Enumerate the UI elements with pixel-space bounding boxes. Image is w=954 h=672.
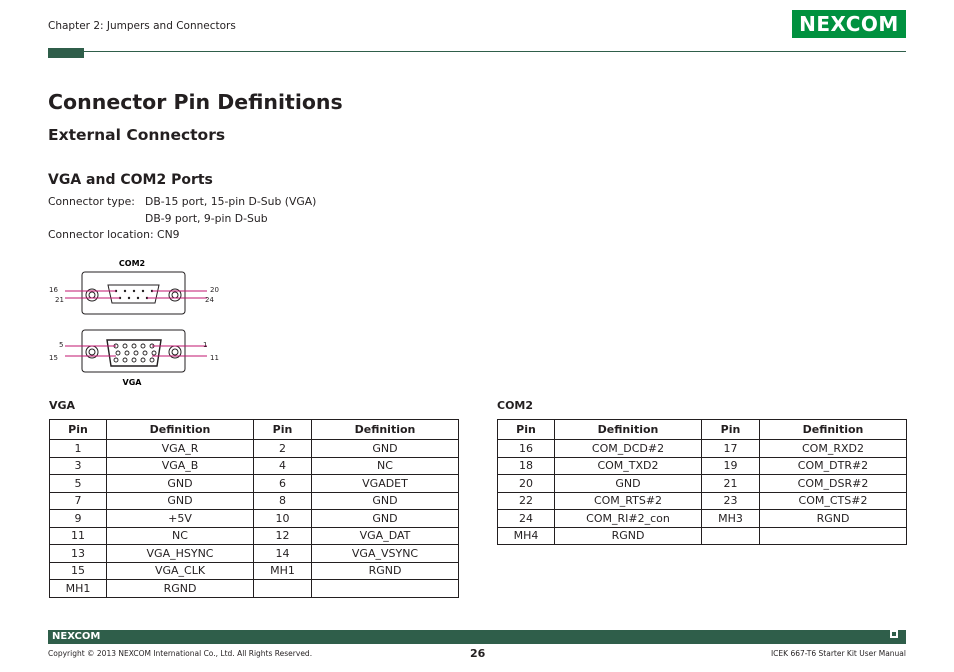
table-cell: GND <box>312 510 459 528</box>
column-header: Definition <box>107 420 254 440</box>
table-cell: 21 <box>702 475 760 493</box>
connector-location: Connector location: CN9 <box>48 228 180 241</box>
table-row <box>498 440 907 458</box>
column-header: Pin <box>254 420 312 440</box>
vga-table-caption: VGA <box>49 399 76 412</box>
table-cell: 17 <box>702 440 760 458</box>
table-cell: 14 <box>254 545 312 563</box>
connector-diagram <box>45 252 245 392</box>
table-cell: 11 <box>50 527 107 545</box>
header-rule <box>48 51 906 52</box>
table-cell: 12 <box>254 527 312 545</box>
com2-pin-table <box>497 419 907 545</box>
com2-pin-16: 16 <box>49 286 58 294</box>
table-cell: VGA_CLK <box>107 562 254 580</box>
table-row <box>50 457 459 475</box>
vga-pin-1: 1 <box>203 341 208 349</box>
table-cell: COM_RXD2 <box>760 440 907 458</box>
connector-type-value-1: DB-15 port, 15-pin D-Sub (VGA) <box>145 195 317 208</box>
table-cell: RGND <box>312 562 459 580</box>
vga-screw-left-inner <box>89 349 95 355</box>
table-row <box>50 562 459 580</box>
table-cell: 20 <box>498 475 555 493</box>
table-cell: RGND <box>760 510 907 528</box>
footer-logo: NEXCOM <box>52 631 101 642</box>
footer-bar <box>48 630 906 644</box>
table-cell: RGND <box>107 580 254 598</box>
table-cell: VGA_R <box>107 440 254 458</box>
table-cell: MH1 <box>50 580 107 598</box>
table-row <box>498 492 907 510</box>
table-cell: 2 <box>254 440 312 458</box>
table-cell: 1 <box>50 440 107 458</box>
table-cell: COM_DCD#2 <box>555 440 702 458</box>
table-row <box>50 580 459 598</box>
vga-screw-right-inner <box>172 349 178 355</box>
table-cell: GND <box>107 492 254 510</box>
table-cell: 16 <box>498 440 555 458</box>
manual-title: ICEK 667-T6 Starter Kit User Manual <box>770 649 906 658</box>
table-row <box>50 510 459 528</box>
table-cell: 8 <box>254 492 312 510</box>
vga-pins <box>114 344 156 362</box>
table-cell: RGND <box>555 527 702 545</box>
table-cell: COM_RTS#2 <box>555 492 702 510</box>
table-cell: VGA_VSYNC <box>312 545 459 563</box>
table-cell: 9 <box>50 510 107 528</box>
table-cell <box>702 527 760 545</box>
table-cell: COM_DTR#2 <box>760 457 907 475</box>
table-cell: GND <box>107 475 254 493</box>
table-cell: 22 <box>498 492 555 510</box>
table-cell: MH1 <box>254 562 312 580</box>
copyright-text: Copyright © 2013 NEXCOM International Co., Ltd. All Rights Reserved. <box>48 649 313 658</box>
subsection-title: VGA and COM2 Ports <box>48 172 213 188</box>
table-cell: COM_RI#2_con <box>555 510 702 528</box>
table-cell: COM_TXD2 <box>555 457 702 475</box>
table-cell <box>312 580 459 598</box>
column-header: Definition <box>555 420 702 440</box>
com2-pin-21: 21 <box>55 296 64 304</box>
table-row <box>50 545 459 563</box>
vga-pin-5: 5 <box>59 341 64 349</box>
table-cell: 18 <box>498 457 555 475</box>
page-title: Connector Pin Definitions <box>48 90 343 114</box>
table-row <box>50 440 459 458</box>
table-header-row <box>498 420 907 440</box>
table-row <box>498 510 907 528</box>
table-cell: 10 <box>254 510 312 528</box>
table-cell: NC <box>312 457 459 475</box>
com2-diagram-label: COM2 <box>118 259 146 268</box>
table-cell: NC <box>107 527 254 545</box>
chapter-title: Chapter 2: Jumpers and Connectors <box>48 20 236 32</box>
column-header: Definition <box>760 420 907 440</box>
table-cell: 23 <box>702 492 760 510</box>
vga-pin-15: 15 <box>49 354 58 362</box>
table-row <box>50 492 459 510</box>
table-cell: 15 <box>50 562 107 580</box>
table-cell: COM_DSR#2 <box>760 475 907 493</box>
vga-diagram-label: VGA <box>122 378 142 387</box>
table-cell: 6 <box>254 475 312 493</box>
table-cell: 5 <box>50 475 107 493</box>
table-row <box>498 457 907 475</box>
table-cell: 4 <box>254 457 312 475</box>
column-header: Pin <box>50 420 107 440</box>
section-title: External Connectors <box>48 126 226 144</box>
table-cell: +5V <box>107 510 254 528</box>
table-cell: VGADET <box>312 475 459 493</box>
table-row <box>498 475 907 493</box>
table-cell: GND <box>312 440 459 458</box>
table-row <box>498 527 907 545</box>
footer-square-icon <box>890 630 898 638</box>
table-cell <box>760 527 907 545</box>
table-cell: MH3 <box>702 510 760 528</box>
connector-type-value-2: DB-9 port, 9-pin D-Sub <box>145 212 268 225</box>
table-cell: 13 <box>50 545 107 563</box>
table-cell: 24 <box>498 510 555 528</box>
table-row <box>50 527 459 545</box>
table-cell: MH4 <box>498 527 555 545</box>
table-header-row <box>50 420 459 440</box>
connector-type-row <box>48 195 317 208</box>
table-row <box>50 475 459 493</box>
table-cell: GND <box>555 475 702 493</box>
table-cell: VGA_HSYNC <box>107 545 254 563</box>
column-header: Pin <box>498 420 555 440</box>
com2-screw-right-inner <box>172 292 178 298</box>
vga-pin-table <box>49 419 459 598</box>
table-cell: 19 <box>702 457 760 475</box>
table-cell: 7 <box>50 492 107 510</box>
nexcom-logo <box>792 10 906 38</box>
table-cell: VGA_B <box>107 457 254 475</box>
table-cell: COM_CTS#2 <box>760 492 907 510</box>
com2-pin-24: 24 <box>205 296 214 304</box>
table-cell <box>254 580 312 598</box>
column-header: Pin <box>702 420 760 440</box>
logo-text: NEXCOM <box>799 12 899 36</box>
header-rule-accent <box>48 48 84 58</box>
vga-pin-11: 11 <box>210 354 219 362</box>
com2-d-shell <box>108 285 159 303</box>
com2-table-caption: COM2 <box>497 399 534 412</box>
column-header: Definition <box>312 420 459 440</box>
connector-type-label: Connector type: <box>48 195 135 208</box>
table-cell: 3 <box>50 457 107 475</box>
page-number: 26 <box>470 647 486 660</box>
table-cell: VGA_DAT <box>312 527 459 545</box>
com2-screw-left-inner <box>89 292 95 298</box>
table-cell: GND <box>312 492 459 510</box>
com2-pin-20: 20 <box>210 286 219 294</box>
